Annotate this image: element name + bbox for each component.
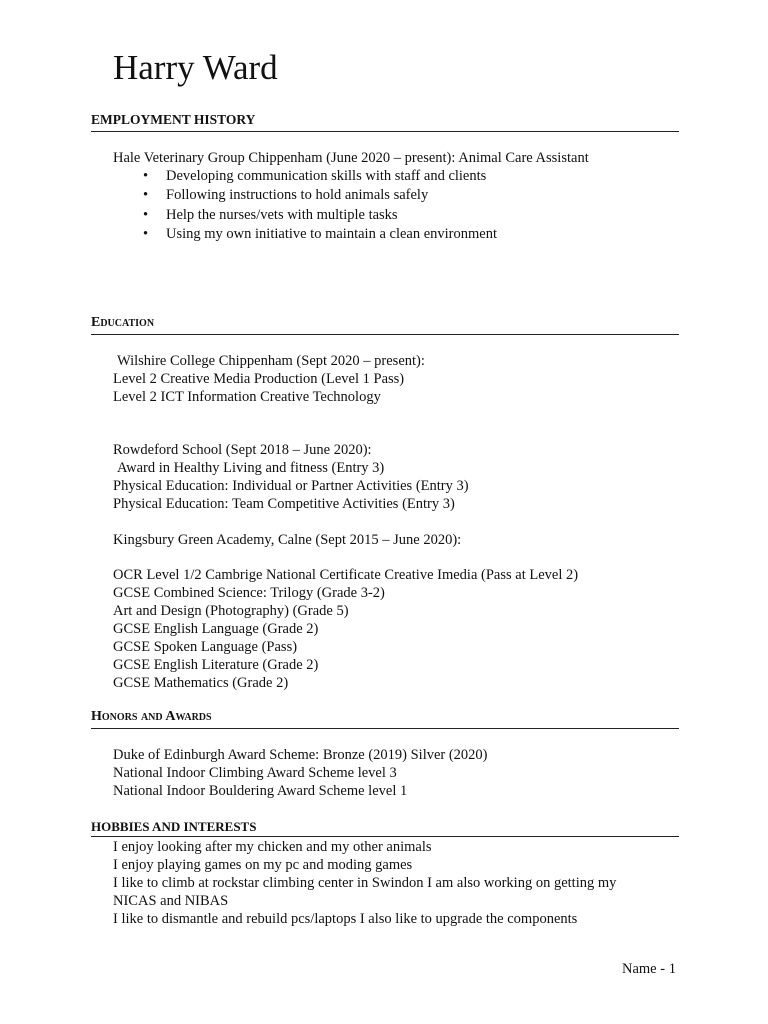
academy-qualification: GCSE English Literature (Grade 2) xyxy=(113,657,319,673)
bullet-icon: • xyxy=(143,187,149,204)
school-qualification: Physical Education: Individual or Partner Activities (Entry 3) xyxy=(113,478,469,494)
college-title: Wilshire College Chippenham (Sept 2020 – present): xyxy=(117,353,425,369)
resume-name: Harry Ward xyxy=(113,48,278,87)
bullet-text: Using my own initiative to maintain a clean environment xyxy=(166,225,498,242)
education-school xyxy=(113,441,469,513)
education-college xyxy=(113,352,425,406)
list-item: I like to dismantle and rebuild pcs/laptops I also like to upgrade the components xyxy=(113,911,578,927)
college-qualification: Level 2 ICT Information Creative Technology xyxy=(113,389,381,405)
academy-title: Kingsbury Green Academy, Calne (Sept 2015 – June 2020): xyxy=(113,532,462,548)
academy-qualification: GCSE English Language (Grade 2) xyxy=(113,621,319,637)
education-heading: Education xyxy=(91,315,679,335)
school-title: Rowdeford School (Sept 2018 – June 2020): xyxy=(113,442,372,458)
list-item: National Indoor Climbing Award Scheme level 3 xyxy=(113,765,397,781)
academy-qualification: Art and Design (Photography) (Grade 5) xyxy=(113,603,349,619)
list-item: National Indoor Bouldering Award Scheme level 1 xyxy=(113,783,408,799)
bullet-icon: • xyxy=(143,225,149,242)
list-item xyxy=(138,206,497,225)
bullet-text: Developing communication skills with staff and clients xyxy=(166,168,487,184)
academy-qualification: OCR Level 1/2 Cambrige National Certificate Creative Imedia (Pass at Level 2) xyxy=(113,567,579,583)
bullet-text: Following instructions to hold animals safely xyxy=(166,187,429,204)
list-item xyxy=(138,186,497,205)
school-qualification: Award in Healthy Living and fitness (Entry 3) xyxy=(117,460,385,476)
list-item: NICAS and NIBAS xyxy=(113,893,229,909)
list-item: I enjoy playing games on my pc and moding games xyxy=(113,857,413,873)
honors-heading: Honors and Awards xyxy=(91,709,679,729)
list-item xyxy=(138,225,497,244)
academy-qualification: GCSE Combined Science: Trilogy (Grade 3-2) xyxy=(113,585,385,601)
school-qualification: Physical Education: Team Competitive Activities (Entry 3) xyxy=(113,496,455,512)
academy-qualification: GCSE Spoken Language (Pass) xyxy=(113,639,298,655)
list-item: I like to climb at rockstar climbing center in Swindon I am also working on getting my xyxy=(113,875,617,891)
job-line: Hale Veterinary Group Chippenham (June 2020 – present): Animal Care Assistant xyxy=(113,150,589,166)
bullet-icon: • xyxy=(143,206,149,223)
academy-qualification: GCSE Mathematics (Grade 2) xyxy=(113,675,289,691)
college-qualification: Level 2 Creative Media Production (Level 1 Pass) xyxy=(113,371,405,387)
employment-heading: EMPLOYMENT HISTORY xyxy=(91,112,679,132)
bullet-icon: • xyxy=(143,168,149,184)
employment-bullet-list xyxy=(138,167,497,244)
honors-list xyxy=(113,746,488,800)
page-footer: Name - 1 xyxy=(622,961,676,977)
list-item: I enjoy looking after my chicken and my other animals xyxy=(113,839,432,855)
bullet-text: Help the nurses/vets with multiple tasks xyxy=(166,206,398,223)
list-item: Duke of Edinburgh Award Scheme: Bronze (2019) Silver (2020) xyxy=(113,747,488,763)
list-item xyxy=(138,167,497,186)
hobbies-list xyxy=(113,838,616,928)
hobbies-heading: HOBBIES AND INTERESTS xyxy=(91,819,679,837)
education-academy xyxy=(113,566,578,692)
